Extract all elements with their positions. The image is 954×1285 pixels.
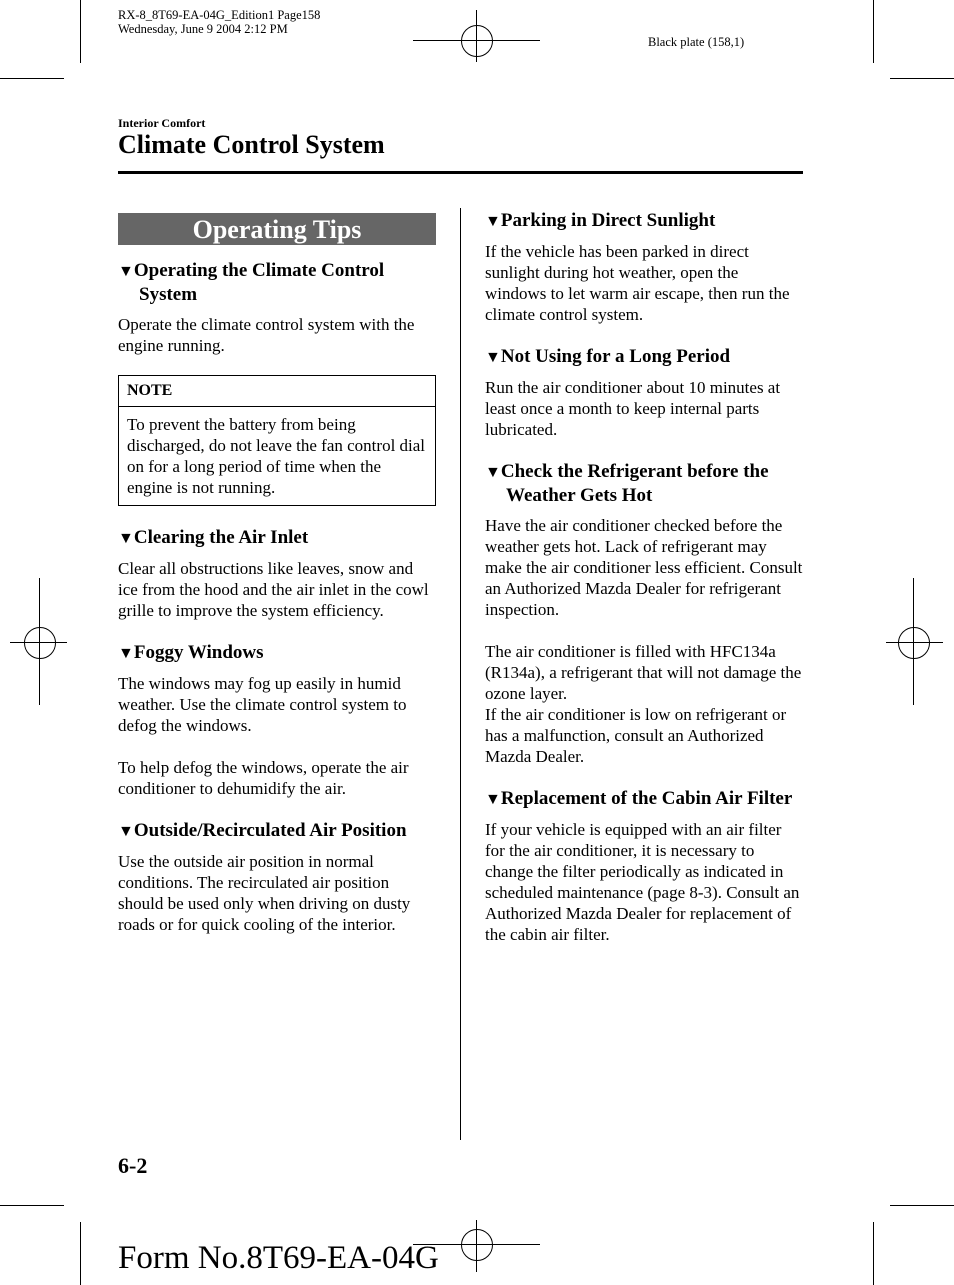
operating-tips-banner: Operating Tips — [118, 213, 436, 245]
triangle-marker-icon: ▼ — [485, 213, 501, 230]
heading-parking-direct-sunlight — [485, 209, 803, 233]
crop-mark-top-left-v — [80, 0, 81, 63]
heading-foggy-windows — [118, 641, 436, 665]
heading-text: Not Using for a Long Period — [500, 346, 731, 367]
print-info — [118, 8, 320, 36]
page-title: Climate Control System — [118, 130, 385, 159]
paragraph-not-using-long-period: Run the air conditioner about 10 minutes at least once a month to keep internal parts lubricated. — [485, 378, 781, 439]
heading-cabin-air-filter — [485, 787, 803, 811]
heading-not-using-long-period — [485, 345, 803, 369]
right-column — [485, 209, 803, 945]
print-info-line-1: RX-8_8T69-EA-04G_Edition1 Page158 — [118, 8, 321, 22]
paragraph-check-refrigerant-3: If the air conditioner is low on refrigerant or has a malfunction, consult an Authorized Mazda Dealer. — [485, 705, 787, 766]
section-label: Interior Comfort — [118, 116, 206, 130]
triangle-marker-icon: ▼ — [485, 464, 501, 481]
paragraph-operating-climate-control: Operate the climate control system with the engine running. — [118, 315, 415, 355]
paragraph-foggy-windows-2: To help defog the windows, operate the air conditioner to dehumidify the air. — [118, 758, 409, 798]
triangle-marker-icon: ▼ — [118, 530, 134, 547]
title-rule — [118, 171, 803, 174]
heading-check-refrigerant — [485, 460, 803, 507]
crop-mark-top-right-v — [873, 0, 874, 63]
triangle-marker-icon: ▼ — [118, 263, 134, 280]
triangle-marker-icon: ▼ — [485, 349, 501, 366]
paragraph-check-refrigerant-2: The air conditioner is filled with HFC134a (R134a), a refrigerant that will not damage the ozone layer. — [485, 642, 802, 703]
paragraph-parking-direct-sunlight: If the vehicle has been parked in direct sunlight during hot weather, open the windows to let warm air escape, then run the climate control system. — [485, 242, 790, 324]
note-text: To prevent the battery from being discharged, do not leave the fan control dial on for a long period of time when the engine is not running. — [127, 415, 426, 497]
heading-text: Outside/Recirculated Air Position — [133, 820, 407, 841]
heading-text: Operating the Climate Control System — [133, 260, 385, 305]
triangle-marker-icon: ▼ — [485, 791, 501, 808]
page-number: 6-2 — [118, 1153, 148, 1178]
crop-mark-bottom-right-v — [873, 1222, 874, 1285]
column-divider — [460, 208, 461, 1140]
paragraph-check-refrigerant-1: Have the air conditioner checked before the weather gets hot. Lack of refrigerant may make the air conditioner less efficient. Consult an Authorized Mazda Dealer for refrigerant inspection. — [485, 516, 803, 619]
heading-text: Parking in Direct Sunlight — [500, 210, 716, 231]
note-heading: NOTE — [119, 376, 435, 407]
heading-text: Check the Refrigerant before the Weather Gets Hot — [500, 461, 769, 506]
paragraph-foggy-windows-1: The windows may fog up easily in humid weather. Use the climate control system to defog the windows. — [118, 674, 407, 735]
paragraph-cabin-air-filter: If your vehicle is equipped with an air filter for the air conditioner, it is necessary to change the filter periodically as indicated in scheduled maintenance (page 8-3). Consult an Authorized Mazda Dealer for replacement of the cabin air filter. — [485, 820, 800, 944]
heading-clearing-air-inlet — [118, 526, 436, 550]
form-number: Form No.8T69-EA-04G — [118, 1240, 439, 1276]
crop-mark-top-right-h — [890, 78, 954, 79]
print-info-line-2: Wednesday, June 9 2004 2:12 PM — [118, 22, 288, 36]
heading-outside-recirculated — [118, 819, 436, 843]
crop-mark-top-left-h — [0, 78, 64, 79]
heading-operating-climate-control — [118, 259, 436, 306]
heading-text: Clearing the Air Inlet — [133, 527, 309, 548]
heading-text: Replacement of the Cabin Air Filter — [500, 788, 793, 809]
heading-text: Foggy Windows — [133, 642, 264, 663]
note-box — [118, 375, 436, 506]
paragraph-outside-recirculated: Use the outside air position in normal conditions. The recirculated air position should be used only when driving on dusty roads or for quick cooling of the interior. — [118, 852, 411, 934]
crop-mark-bottom-right-h — [890, 1205, 954, 1206]
plate-label: Black plate (158,1) — [648, 35, 745, 49]
crop-mark-bottom-left-v — [80, 1222, 81, 1285]
triangle-marker-icon: ▼ — [118, 645, 134, 662]
left-column — [118, 213, 436, 935]
crop-mark-bottom-left-h — [0, 1205, 64, 1206]
triangle-marker-icon: ▼ — [118, 823, 134, 840]
paragraph-clearing-air-inlet: Clear all obstructions like leaves, snow and ice from the hood and the air inlet in the cowl grille to improve the system efficiency. — [118, 559, 429, 620]
